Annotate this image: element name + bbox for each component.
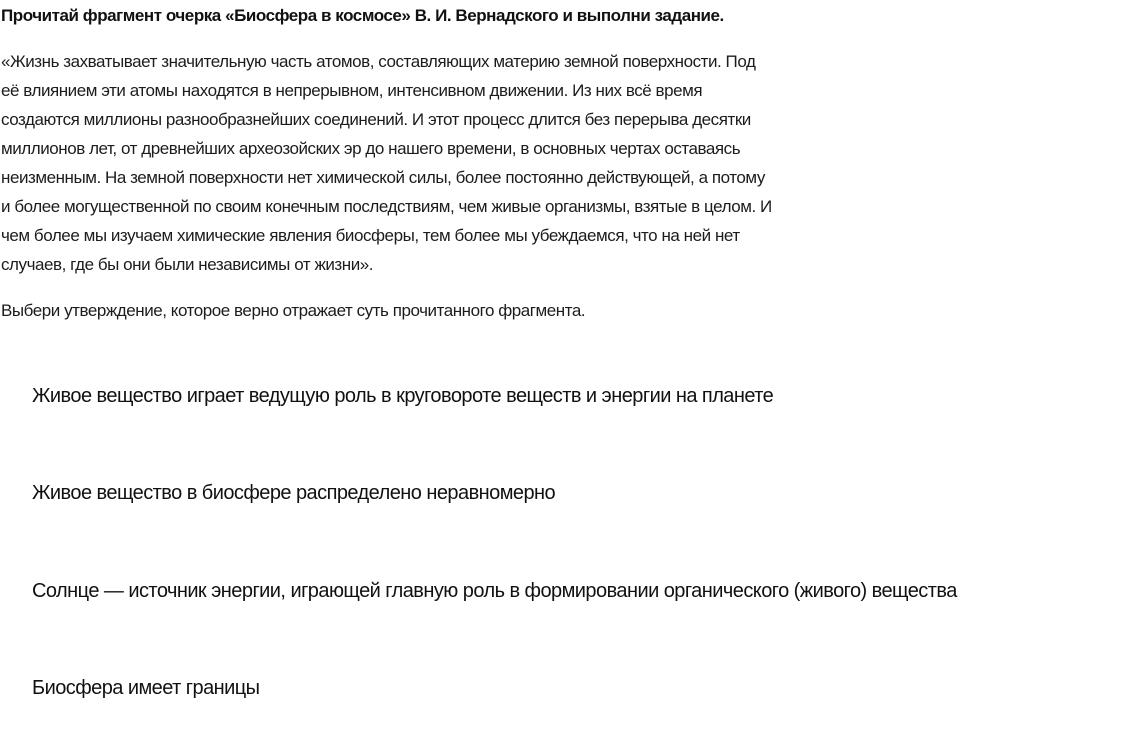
quote-line: её влиянием эти атомы находятся в непрерывном, интенсивном движении. Из них всё время	[1, 81, 703, 100]
quote-line: неизменным. На земной поверхности нет химической силы, более постоянно действующей, а потому	[1, 168, 765, 187]
quote-line: «Жизнь захватывает значительную часть атомов, составляющих материю земной поверхности. Под	[1, 52, 756, 71]
answer-option-1[interactable]: Живое вещество играет ведущую роль в круговороте веществ и энергии на планете	[32, 384, 774, 407]
answer-option-2[interactable]: Живое вещество в биосфере распределено неравномерно	[32, 481, 556, 504]
answer-option-3[interactable]: Солнце — источник энергии, играющей главную роль в формировании органического (живого) вещества	[32, 579, 957, 602]
quote-line: чем более мы изучаем химические явления биосферы, тем более мы убеждаемся, что на ней нет	[1, 226, 740, 245]
task-title: Прочитай фрагмент очерка «Биосфера в космосе» В. И. Вернадского и выполни задание.	[1, 6, 724, 25]
quote-fragment	[1, 47, 906, 279]
answer-option-4[interactable]: Биосфера имеет границы	[32, 676, 260, 699]
quote-line: миллионов лет, от древнейших археозойских эр до нашего времени, в основных чертах оставаясь	[1, 139, 741, 158]
task-instruction: Выбери утверждение, которое верно отражает суть прочитанного фрагмента.	[1, 301, 586, 320]
quote-line: создаются миллионы разнообразнейших соединений. И этот процесс длится без перерыва десятки	[1, 110, 751, 129]
quote-line: случаев, где бы они были независимы от жизни».	[1, 255, 374, 274]
quote-line: и более могущественной по своим конечным последствиям, чем живые организмы, взятые в целом. И	[1, 197, 772, 216]
